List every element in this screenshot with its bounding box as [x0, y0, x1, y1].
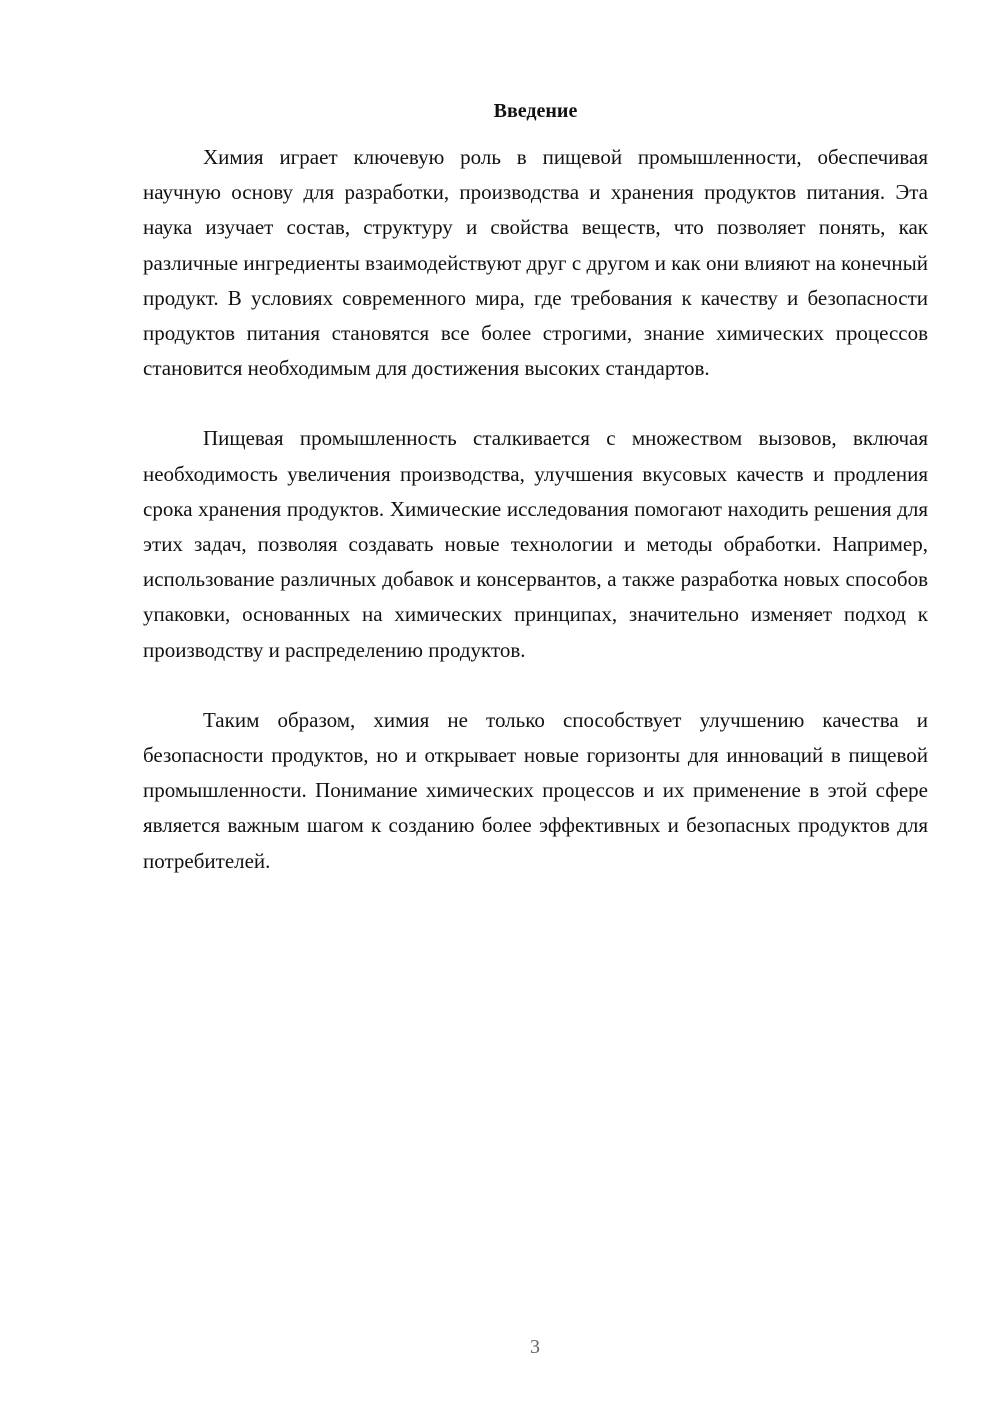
- paragraph-2: Пищевая промышленность сталкивается с множеством вызовов, включая необходимость увеличения производства, улучшения вкусовых качеств и продления срока хранения продуктов. Химические исследования помогают находить решения для этих задач, позволяя создавать новые технологии и методы обработки. Например, использование различных добавок и консервантов, а также разработка новых способов упаковки, основанных на химических принципах, значительно изменяет подход к производству и распределению продуктов.: [143, 426, 928, 662]
- page-content: [143, 96, 928, 914]
- paragraph-3: Таким образом, химия не только способствует улучшению качества и безопасности продуктов, но и открывает новые горизонты для инноваций в пищевой промышленности. Понимание химических процессов и их применение в этой сфере является важным шагом к созданию более эффективных и безопасных продуктов для потребителей.: [143, 707, 928, 873]
- paragraph-1: Химия играет ключевую роль в пищевой промышленности, обеспечивая научную основу для разработки, производства и хранения продуктов питания. Эта наука изучает состав, структуру и свойства веществ, что позволяет понять, как различные ингредиенты взаимодействуют друг с другом и как они влияют на конечный продукт. В условиях современного мира, где требования к качеству и безопасности продуктов питания становятся все более строгими, знание химических процессов становится необходимым для достижения высоких стандартов.: [143, 145, 928, 381]
- page-number: 3: [530, 1336, 540, 1358]
- section-title: Введение: [493, 100, 578, 122]
